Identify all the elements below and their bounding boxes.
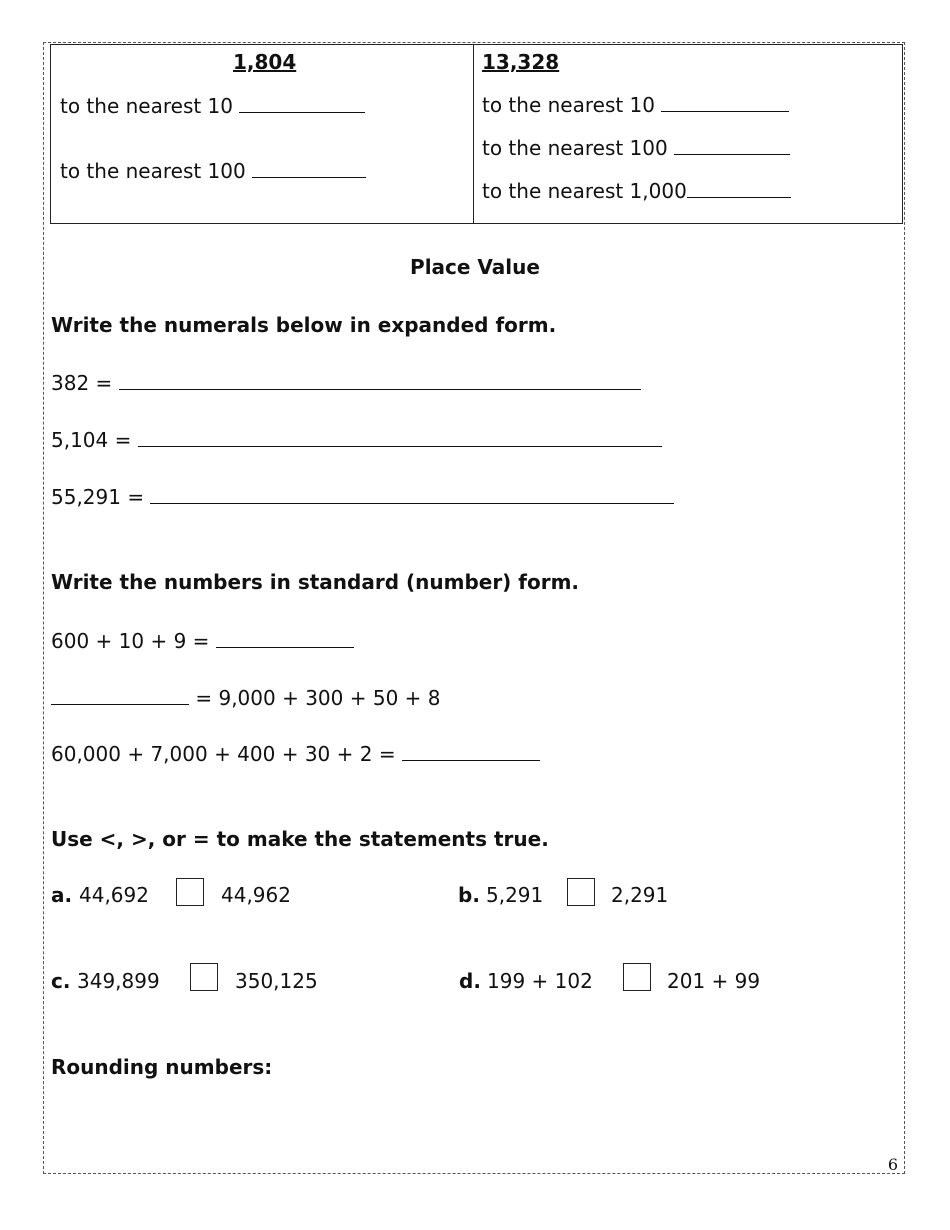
answer-blank[interactable] [402, 742, 540, 761]
compare-instruction: Use <, >, or = to make the statements true. [51, 827, 549, 851]
answer-blank[interactable] [150, 485, 674, 504]
rounding-table [50, 44, 903, 224]
compare-letter-d: d. [459, 969, 481, 993]
rounding-column-1804 [51, 45, 474, 223]
expanded-item-5104: 5,104 = [51, 428, 662, 450]
answer-blank[interactable] [674, 136, 790, 155]
compare-d-answer-box[interactable] [623, 963, 651, 991]
expanded-form-instruction: Write the numerals below in expanded form. [51, 313, 557, 337]
compare-a-left: 44,692 [79, 883, 149, 907]
section-title: Place Value [410, 255, 540, 279]
page-number: 6 [887, 1155, 898, 1174]
answer-blank[interactable] [252, 159, 366, 178]
compare-c-left: 349,899 [77, 969, 160, 993]
answer-blank[interactable] [239, 94, 365, 113]
answer-blank[interactable] [661, 93, 789, 112]
answer-blank[interactable] [138, 428, 662, 447]
answer-blank[interactable] [51, 686, 189, 705]
round-1804-nearest-100: to the nearest 100 [60, 159, 366, 181]
rounding-column-13328 [474, 45, 902, 223]
compare-c-answer-box[interactable] [190, 963, 218, 991]
compare-a-right: 44,962 [221, 883, 291, 907]
expanded-item-382: 382 = [51, 371, 641, 393]
column-heading-1804: 1,804 [233, 50, 297, 74]
expanded-item-55291: 55,291 = [51, 485, 674, 507]
standard-form-instruction: Write the numbers in standard (number) form. [51, 570, 580, 594]
compare-d-right: 201 + 99 [667, 969, 761, 993]
standard-item-1: 600 + 10 + 9 = [51, 629, 354, 651]
column-heading-13328: 13,328 [482, 50, 560, 74]
compare-letter-b: b. [458, 883, 480, 907]
compare-d-left: 199 + 102 [487, 969, 593, 993]
standard-item-3: 60,000 + 7,000 + 400 + 30 + 2 = [51, 742, 540, 764]
compare-c-right: 350,125 [235, 969, 318, 993]
round-13328-nearest-1000: to the nearest 1,000 [482, 179, 791, 201]
compare-a-answer-box[interactable] [176, 878, 204, 906]
round-13328-nearest-100: to the nearest 100 [482, 136, 790, 158]
compare-b-left: 5,291 [486, 883, 544, 907]
answer-blank[interactable] [687, 179, 791, 198]
compare-letter-c: c. [51, 969, 71, 993]
round-1804-nearest-10: to the nearest 10 [60, 94, 365, 116]
compare-b-answer-box[interactable] [567, 878, 595, 906]
answer-blank[interactable] [216, 629, 354, 648]
compare-letter-a: a. [51, 883, 73, 907]
answer-blank[interactable] [119, 371, 641, 390]
compare-b-right: 2,291 [611, 883, 669, 907]
round-13328-nearest-10: to the nearest 10 [482, 93, 789, 115]
standard-item-2: = 9,000 + 300 + 50 + 8 [51, 686, 441, 708]
rounding-numbers-heading: Rounding numbers: [51, 1055, 273, 1079]
